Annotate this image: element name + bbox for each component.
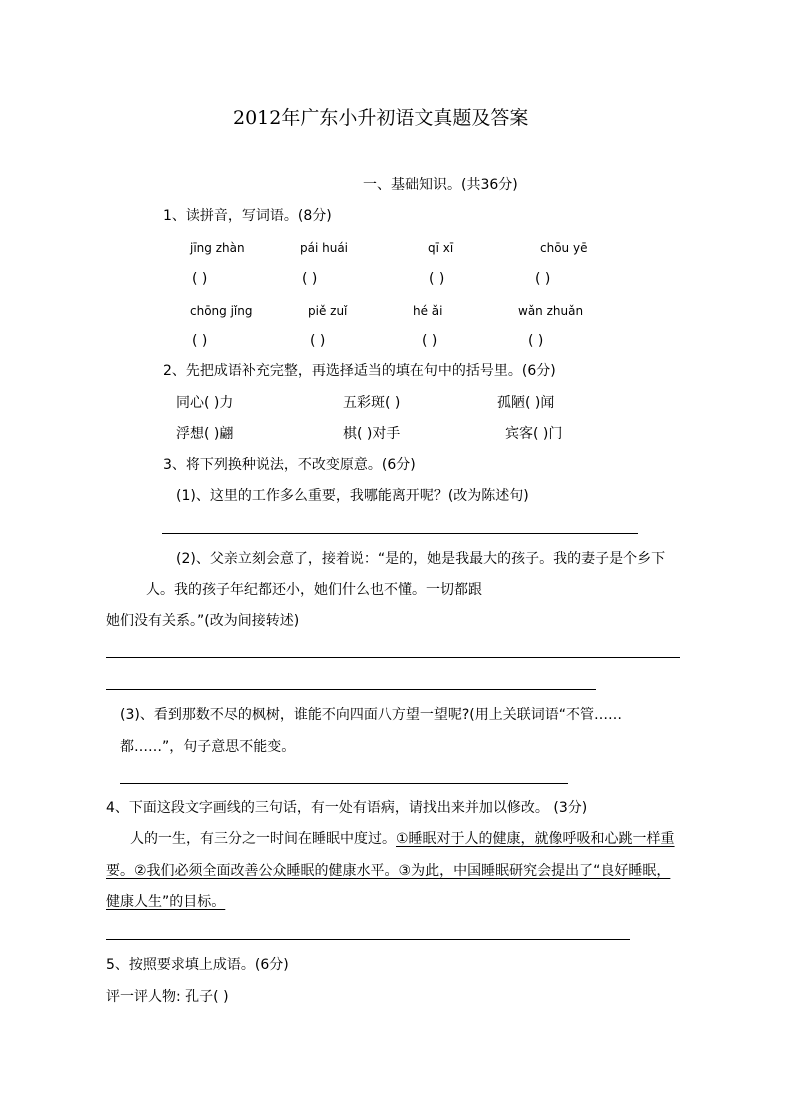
question-4-heading: 4、下面这段文字画线的三句话，有一处有语病，请找出来并加以修改。 (3分) (106, 800, 588, 816)
underlined-sentence: ①睡眠对于人的健康，就像呼吸和心跳一样重 (396, 831, 675, 847)
answer-bracket: ( ) (429, 271, 445, 287)
answer-line (106, 939, 630, 940)
answer-bracket: ( ) (192, 333, 208, 349)
pinyin-3: qī xī (428, 241, 454, 255)
question-5-heading: 5、按照要求填上成语。(6分) (106, 957, 289, 973)
pinyin-4: chōu yē (540, 241, 588, 255)
answer-line (162, 533, 638, 534)
pinyin-8: wǎn zhuǎn (518, 304, 584, 318)
section-heading: 一、基础知识。(共36分) (363, 177, 518, 193)
pinyin-5: chōng jǐng (190, 304, 253, 318)
sentence-2-line-2: 人。我的孩子年纪都还小，她们什么也不懂。一切都跟 (146, 582, 482, 598)
page-title: 2012年广东小升初语文真题及答案 (233, 107, 529, 129)
question-1-heading: 1、读拼音，写词语。(8分) (163, 208, 332, 224)
idiom-item: 宾客( )门 (505, 426, 563, 442)
idiom-item: 浮想( )翩 (176, 426, 234, 442)
evaluate-person-line: 评一评人物: 孔子( ) (106, 989, 229, 1005)
paragraph-start: 人的一生，有三分之一时间在睡眠中度过。 (130, 831, 396, 847)
question-3-heading: 3、将下列换种说法，不改变原意。(6分) (163, 457, 416, 473)
sentence-3-line-1: (3)、看到那数不尽的枫树，谁能不向四面八方望一望呢?(用上关联词语“不管…… (120, 707, 622, 723)
pinyin-7: hé ǎi (413, 304, 443, 318)
sentence-1: (1)、这里的工作多么重要，我哪能离开呢？(改为陈述句) (176, 488, 529, 504)
idiom-item: 棋( )对手 (343, 426, 401, 442)
sentence-2-line-1: (2)、父亲立刻会意了，接着说：“是的，她是我最大的孩子。我的妻子是个乡下 (176, 551, 666, 567)
idiom-item: 孤陋( )闻 (497, 395, 555, 411)
answer-bracket: ( ) (422, 333, 438, 349)
idiom-item: 五彩斑( ) (343, 395, 401, 411)
pinyin-1: jīng zhàn (190, 241, 245, 255)
pinyin-2: pái huái (300, 241, 349, 255)
answer-bracket: ( ) (192, 271, 208, 287)
sentence-2-line-3: 她们没有关系。”(改为间接转述) (106, 613, 300, 629)
answer-line (120, 783, 568, 784)
answer-bracket: ( ) (528, 333, 544, 349)
paragraph-line-1 (130, 830, 675, 848)
sentence-3-line-2: 都……”，句子意思不能变。 (120, 739, 296, 755)
answer-line (106, 657, 680, 658)
answer-bracket: ( ) (535, 271, 551, 287)
idiom-item: 同心( )力 (176, 395, 234, 411)
answer-bracket: ( ) (302, 271, 318, 287)
answer-bracket: ( ) (310, 333, 326, 349)
paragraph-line-2: 要。②我们必须全面改善公众睡眠的健康水平。③为此，中国睡眠研究会提出了“良好睡眠， (106, 863, 671, 879)
question-2-heading: 2、先把成语补充完整，再选择适当的填在句中的括号里。(6分) (163, 363, 556, 379)
answer-line (106, 689, 596, 690)
paragraph-line-3: 健康人生”的目标。 (106, 894, 226, 910)
pinyin-6: piě zuǐ (308, 304, 348, 318)
